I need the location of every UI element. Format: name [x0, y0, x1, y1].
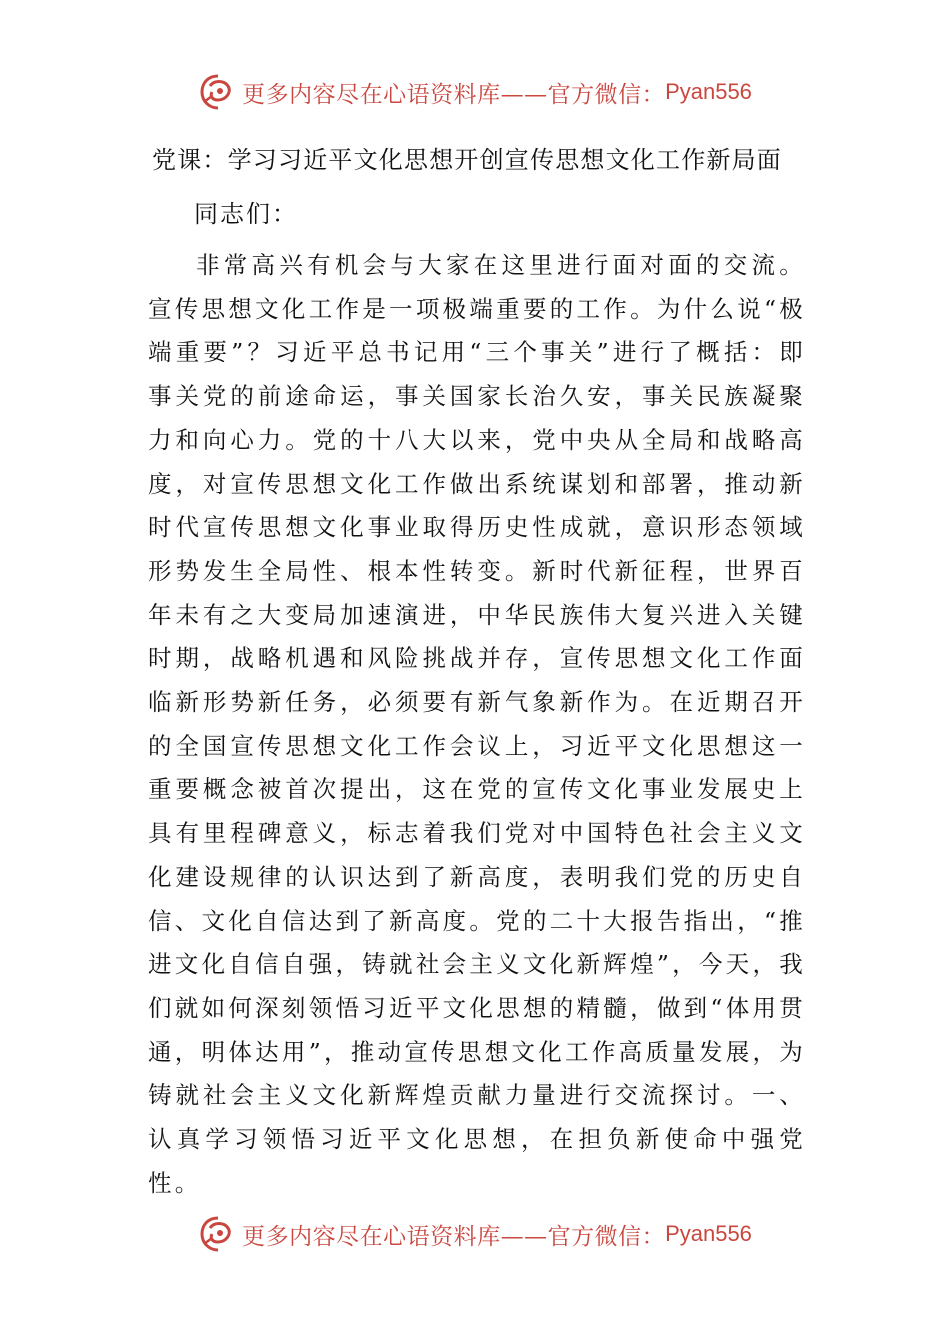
salutation: 同志们：: [194, 200, 298, 228]
header-banner-text: 更多内容尽在心语资料库——官方微信：: [242, 81, 666, 108]
brand-logo-icon: [198, 1214, 238, 1254]
header-banner: [0, 70, 950, 114]
footer-wechat-id: Pyan556: [665, 1221, 752, 1246]
body-paragraph: 非常高兴有机会与大家在这里进行面对面的交流。宣传思想文化工作是一项极端重要的工作。为什么说“极端重要”？习近平总书记用“三个事关”进行了概括：即事关党的前途命运，事关国家长治久安，事关民族凝聚力和向心力。党的十八大以来，党中央从全局和战略高度，对宣传思想文化工作做出系统谋划和部署，推动新时代宣传思想文化事业取得历史性成就，意识形态领域形势发生全局性、根本性转变。新时代新征程，世界百年未有之大变局加速演进，中华民族伟大复兴进入关键时期，战略机遇和风险挑战并存，宣传思想文化工作面临新形势新任务，必须要有新气象新作为。在近期召开的全国宣传思想文化工作会议上，习近平文化思想这一重要概念被首次提出，这在党的宣传文化事业发展史上具有里程碑意义，标志着我们党对中国特色社会主义文化建设规律的认识达到了新高度，表明我们党的历史自信、文化自信达到了新高度。党的二十大报告指出，“推进文化自信自强，铸就社会主义文化新辉煌”，今天，我们就如何深刻领悟习近平文化思想的精髓，做到“体用贯通，明体达用”，推动宣传思想文化工作高质量发展，为铸就社会主义文化新辉煌贡献力量进行交流探讨。一、认真学习领悟习近平文化思想，在担负新使命中强党性。: [148, 251, 806, 1197]
brand-logo-icon: [198, 72, 238, 112]
header-wechat-id: Pyan556: [665, 79, 752, 104]
footer-banner-text: 更多内容尽在心语资料库——官方微信：: [242, 1223, 666, 1250]
page-title: 党课：学习习近平文化思想开创宣传思想文化工作新局面: [152, 146, 782, 174]
footer-banner: [0, 1212, 950, 1256]
